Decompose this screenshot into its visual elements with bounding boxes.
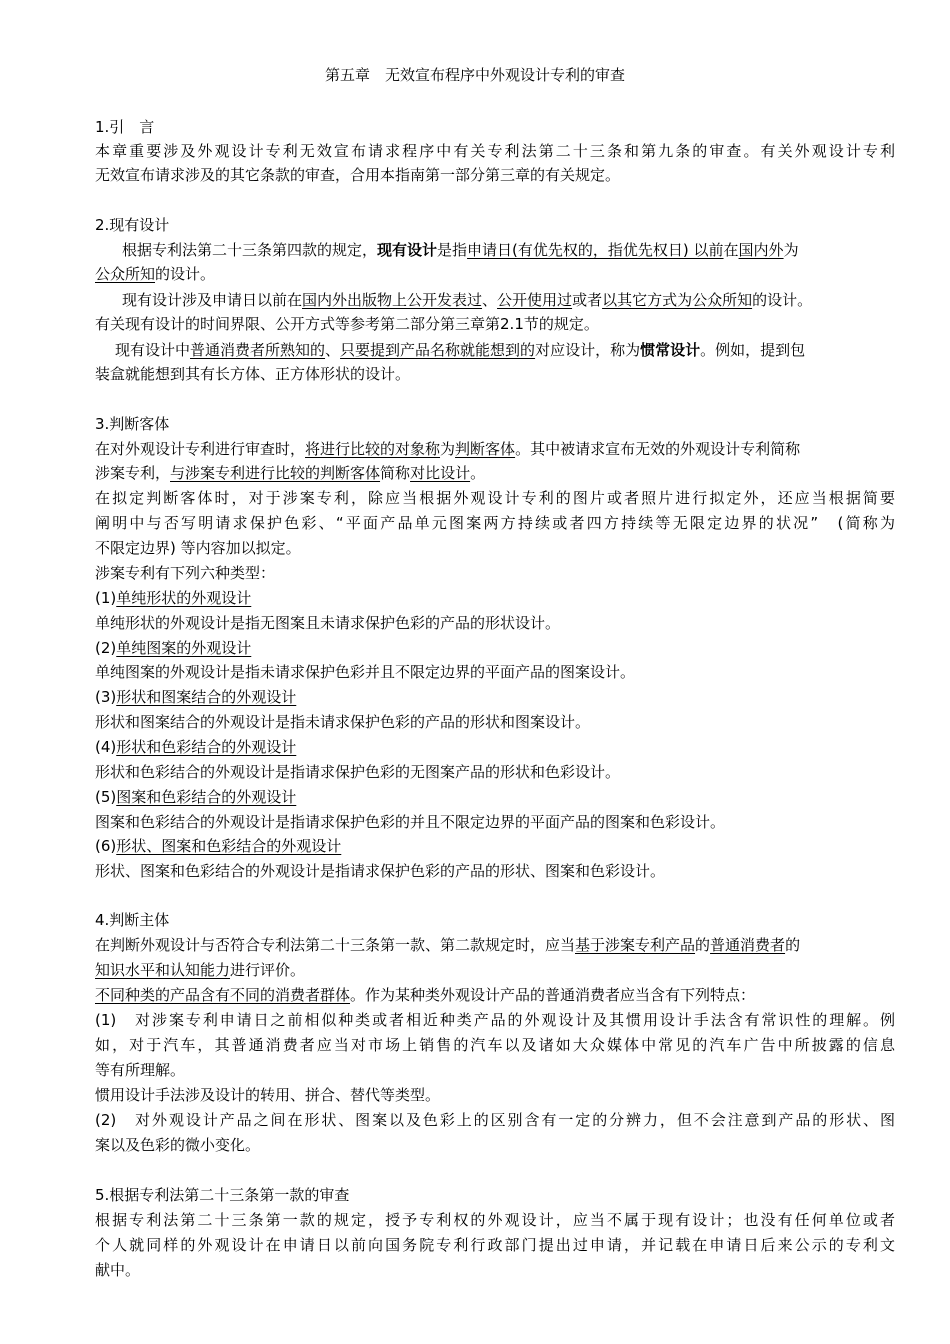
section-1-line-2: 无效宣布请求涉及的其它条款的审查，合用本指南第一部分第三章的有关规定。	[95, 166, 621, 184]
section-3-heading: 3.判断客体	[95, 415, 170, 433]
section-5-heading: 5.根据专利法第二十三条第一款的审查	[95, 1186, 350, 1204]
section-5-line-2: 个人就同样的外观设计在申请日以前向国务院专利行政部门提出过申请，并记载在申请日后来公示的专利文	[95, 1236, 895, 1254]
section-4-heading: 4.判断主体	[95, 911, 170, 929]
section-4-paragraph-3-line-1: (1) 对涉案专利申请日之前相似种类或者相近种类产品的外观设计及其惯用设计手法含有常识性的理解。例	[95, 1011, 895, 1029]
section-3-paragraph-2-line-3: 不限定边界) 等内容加以拟定。	[95, 539, 301, 557]
section-3-types-intro: 涉案专利有下列六种类型：	[95, 564, 276, 582]
type-6-desc: 形状、图案和色彩结合的外观设计是指请求保护色彩的产品的形状、图案和色彩设计。	[95, 862, 666, 880]
term-customary-design: 惯常设计	[640, 341, 701, 359]
section-1-line-1: 本章重要涉及外观设计专利无效宣布请求程序中有关专利法第二十三条和第九条的审查。有关外观设计专利	[95, 142, 895, 160]
type-2-desc: 单纯图案的外观设计是指未请求保护色彩并且不限定边界的平面产品的图案设计。	[95, 663, 636, 681]
section-4-paragraph-3-line-2: 如，对于汽车，其普通消费者应当对市场上销售的汽车以及诸如大众媒体中常见的汽车广告中所披露的信息	[95, 1036, 895, 1054]
section-4-paragraph-5-line-1: (2) 对外观设计产品之间在形状、图案以及色彩上的区别含有一定的分辨力，但不会注意到产品的形状、图	[95, 1111, 895, 1129]
section-3-paragraph-2-line-1: 在拟定判断客体时，对于涉案专利，除应当根据外观设计专利的图片或者照片进行拟定外，还应当根据简要	[95, 489, 895, 507]
type-3-desc: 形状和图案结合的外观设计是指未请求保护色彩的产品的形状和图案设计。	[95, 713, 591, 731]
section-2-paragraph-2: 现有设计涉及申请日以前在国内外出版物上公开发表过、公开使用过或者以其它方式为公众所知的设计。	[122, 291, 813, 309]
type-5-title: (5)图案和色彩结合的外观设计	[95, 788, 297, 806]
section-2-paragraph-1: 根据专利法第二十三条第四款的规定，现有设计是指申请日(有优先权的，指优先权日) 以前在国内外为	[122, 241, 799, 259]
section-4-paragraph-4: 惯用设计手法涉及设计的转用、拼合、替代等类型。	[95, 1086, 441, 1104]
section-1-heading: 1.引 言	[95, 118, 155, 136]
section-2-heading: 2.现有设计	[95, 216, 170, 234]
section-4-paragraph-3-line-3: 等有所理解。	[95, 1061, 186, 1079]
section-4-paragraph-1: 在判断外观设计与否符合专利法第二十三条第一款、第二款规定时，应当基于涉案专利产品的普通消费者的	[95, 936, 801, 954]
section-2-paragraph-1-cont: 公众所知的设计。	[95, 265, 216, 283]
section-2-paragraph-2-cont: 有关现有设计的时间界限、公开方式等参考第二部分第三章第2.1节的规定。	[95, 315, 599, 333]
type-2-title: (2)单纯图案的外观设计	[95, 639, 252, 657]
section-3-paragraph-2-line-2: 阐明中与否写明请求保护色彩、“平面产品单元图案两方持续或者四方持续等无限定边界的状况” (简称为	[95, 514, 895, 532]
type-3-title: (3)形状和图案结合的外观设计	[95, 688, 297, 706]
section-4-paragraph-1-cont: 知识水平和认知能力进行评价。	[95, 961, 306, 979]
section-4-paragraph-2: 不同种类的产品含有不同的消费者群体。作为某种类外观设计产品的普通消费者应当含有下列特点：	[95, 986, 756, 1004]
type-1-desc: 单纯形状的外观设计是指无图案且未请求保护色彩的产品的形状设计。	[95, 614, 561, 632]
section-4-paragraph-5-line-2: 案以及色彩的微小变化。	[95, 1136, 261, 1154]
section-3-paragraph-1: 在对外观设计专利进行审查时，将进行比较的对象称为判断客体。其中被请求宣布无效的外观设计专利简称	[95, 440, 801, 458]
chapter-title: 第五章 无效宣布程序中外观设计专利的审查	[324, 66, 625, 84]
type-6-title: (6)形状、图案和色彩结合的外观设计	[95, 837, 342, 855]
type-5-desc: 图案和色彩结合的外观设计是指请求保护色彩的并且不限定边界的平面产品的图案和色彩设计。	[95, 813, 726, 831]
section-5-line-3: 献中。	[95, 1261, 141, 1279]
type-4-desc: 形状和色彩结合的外观设计是指请求保护色彩的无图案产品的形状和色彩设计。	[95, 763, 621, 781]
section-3-paragraph-1-cont: 涉案专利，与涉案专利进行比较的判断客体简称对比设计。	[95, 464, 486, 482]
section-2-paragraph-3-cont: 装盒就能想到其有长方体、正方体形状的设计。	[95, 365, 411, 383]
section-5-line-1: 根据专利法第二十三条第一款的规定，授予专利权的外观设计，应当不属于现有设计；也没有任何单位或者	[95, 1211, 895, 1229]
section-2-paragraph-3: 现有设计中普通消费者所熟知的、只要提到产品名称就能想到的对应设计，称为惯常设计。例如，提到包	[115, 341, 806, 359]
type-1-title: (1)单纯形状的外观设计	[95, 589, 252, 607]
term-prior-design: 现有设计	[377, 241, 438, 259]
type-4-title: (4)形状和色彩结合的外观设计	[95, 738, 297, 756]
